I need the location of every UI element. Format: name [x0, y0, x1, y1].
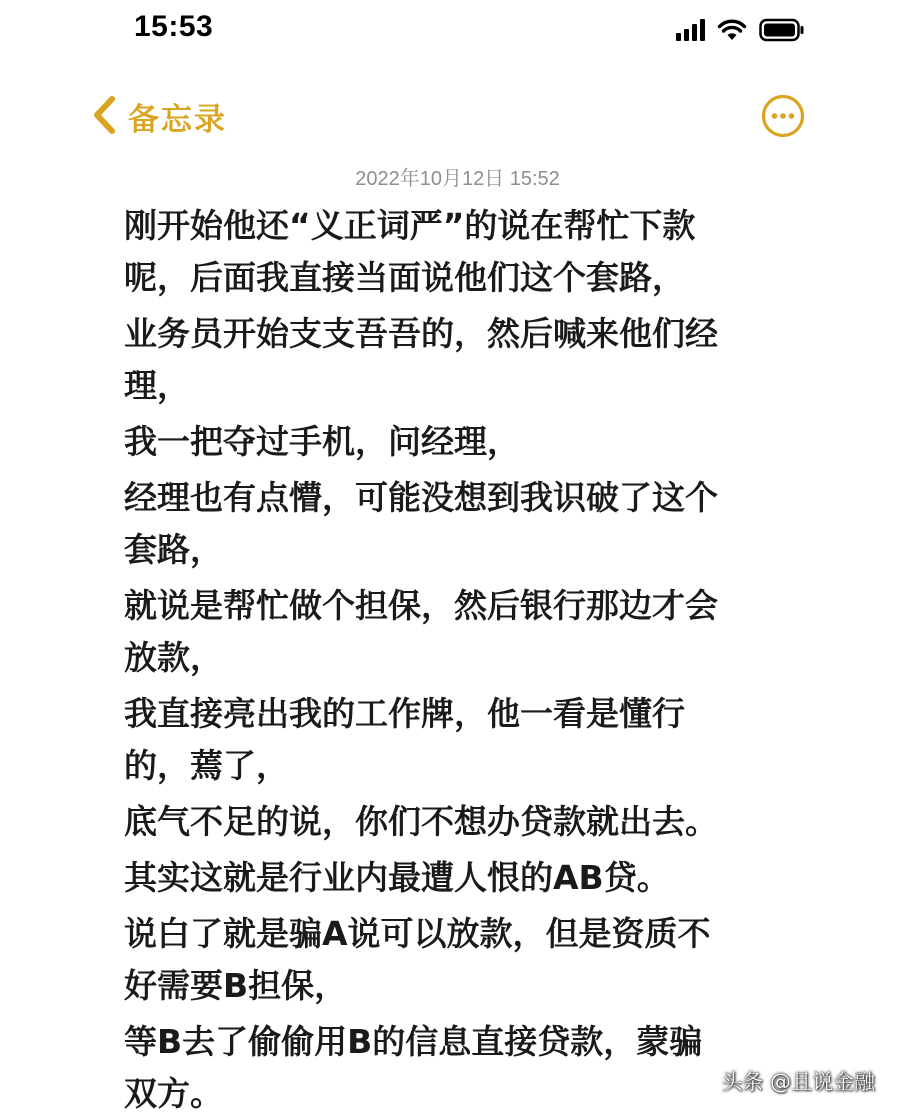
status-bar — [0, 0, 897, 64]
ellipsis-circle-icon — [761, 123, 805, 142]
status-time: 15:53 — [134, 10, 214, 43]
note-line: 刚开始他还“义正词严”的说在帮忙下款 — [124, 206, 696, 245]
note-line: 放款， — [124, 638, 223, 677]
note-line: 其实这就是行业内最遭人恨的AB贷。 — [124, 858, 670, 897]
note-line: 我一把夺过手机，问经理， — [124, 422, 520, 461]
cellular-signal-icon — [676, 19, 705, 41]
note-body[interactable] — [124, 200, 784, 1120]
note-line: 业务员开始支支吾吾的，然后喊来他们经 — [124, 314, 718, 353]
note-line: 的，蔫了， — [124, 746, 289, 785]
note-line: 就说是帮忙做个担保，然后银行那边才会 — [124, 586, 718, 625]
note-line: 套路， — [124, 530, 223, 569]
watermark: 头条 @且说金融 — [721, 1070, 875, 1094]
status-icons — [676, 18, 805, 42]
nav-bar — [0, 86, 897, 150]
battery-icon — [759, 18, 805, 42]
note-line: 理， — [124, 366, 190, 405]
note-line: 好需要B担保， — [124, 966, 348, 1005]
note-line: 经理也有点懵，可能没想到我识破了这个 — [124, 478, 718, 517]
chevron-left-icon — [92, 95, 116, 139]
back-label: 备忘录 — [128, 102, 227, 138]
back-button[interactable] — [92, 94, 227, 139]
more-button[interactable] — [761, 94, 805, 138]
note-date: 2022年10月12日 15:52 — [355, 168, 560, 190]
note-line: 底气不足的说，你们不想办贷款就出去。 — [124, 802, 718, 841]
note-line: 双方。 — [124, 1074, 223, 1113]
note-line: 说白了就是骗A说可以放款，但是资质不 — [124, 914, 711, 953]
note-line: 呢，后面我直接当面说他们这个套路， — [124, 258, 685, 297]
note-line: 我直接亮出我的工作牌，他一看是懂行 — [124, 694, 685, 733]
wifi-icon — [717, 19, 747, 41]
note-line: 等B去了偷偷用B的信息直接贷款，蒙骗 — [124, 1022, 703, 1061]
